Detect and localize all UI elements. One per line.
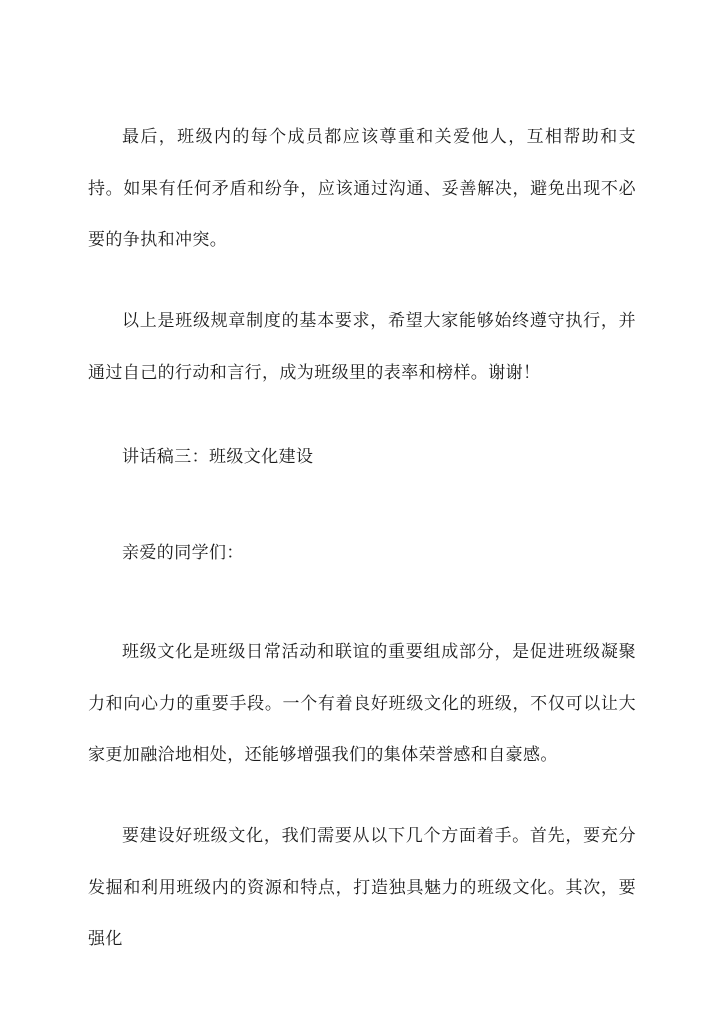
paragraph-class-culture-steps: 要建设好班级文化，我们需要从以下几个方面着手。首先，要充分发掘和利用班级内的资源和特点，打造独具魅力的班级文化。其次，要强化 xyxy=(88,826,636,949)
speech-three-heading: 讲话稿三：班级文化建设 xyxy=(122,447,314,467)
paragraph-closing-respect: 最后，班级内的每个成员都应该尊重和关爱他人，互相帮助和支持。如果有任何矛盾和纷争，应该通过沟通、妥善解决，避免出现不必要的争执和冲突。 xyxy=(88,127,636,250)
salutation: 亲爱的同学们： xyxy=(122,543,244,563)
paragraph-summary-thanks: 以上是班级规章制度的基本要求，希望大家能够始终遵守执行，并通过自己的行动和言行，成为班级里的表率和榜样。谢谢！ xyxy=(88,311,636,383)
paragraph-class-culture-intro: 班级文化是班级日常活动和联谊的重要组成部分，是促进班级凝聚力和向心力的重要手段。一个有着良好班级文化的班级，不仅可以让大家更加融洽地相处，还能够增强我们的集体荣誉感和自豪感。 xyxy=(88,642,636,765)
